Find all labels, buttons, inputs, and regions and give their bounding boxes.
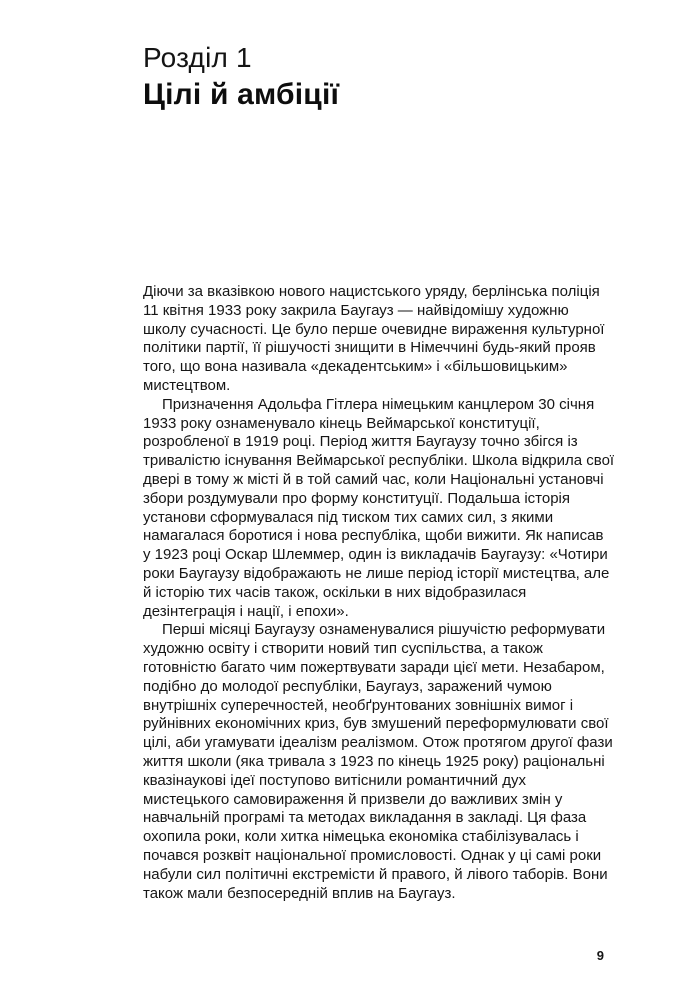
page-number: 9 <box>596 948 604 963</box>
paragraph-3: Перші місяці Баугаузу ознаменувалися рішучістю реформувати художню освіту і створити новий тип суспільства, а також готовністю багато чим пожертвувати заради цієї мети. Незабаром, подібно до молодої республіки, Баугауз, заражений чумою внутрішніх суперечностей, необґрунтованих зовнішніх вимог і руйнівних економічних криз, був змушений переформулювати свої цілі, аби угамувати ідеалізм реалізмом. Отож протягом другої фази життя школи (яка тривала з 1923 по кінець 1925 року) раціональні квазінаукові ідеї поступово витіснили романтичний дух мистецького самовираження й призвели до важливих змін у навчальній програмі та методах викладання в закладі. Ця фаза охопила роки, коли хитка німецька економіка стабілізувалась і почався розквіт національної промисловості. Однак у ці самі роки набули сил політичні екстремісти й правого, й лівого таборів. Вони також мали безпосередній вплив на Баугауз. <box>143 621 613 902</box>
chapter-header <box>143 40 613 113</box>
body-text <box>143 283 615 903</box>
paragraph-2: Призначення Адольфа Гітлера німецьким канцлером 30 січня 1933 року ознаменувало кінець Веймарської конституції, розробленої в 1919 році. Період життя Баугаузу точно збігся із тривалістю існування Веймарської республіки. Школа відкрила свої двері в тому ж місті й в той самий час, коли Національні установчі збори роздумували про форму конституції. Подальша історія установи сформувалася під тиском тих самих сил, з якими намагалася боротися і нова республіка, щоби вижити. Як написав у 1923 році Оскар Шлеммер, один із викладачів Баугаузу: «Чотири роки Баугаузу відображають не лише період історії мистецтва, але й історію тих часів також, оскільки в них відобразилася дезінтеграція і нації, і епохи». <box>143 395 615 620</box>
paragraph-1: Діючи за вказівкою нового нацистського уряду, берлінська поліція 11 квітня 1933 року закрила Баугауз — найвідомішу художню школу сучасності. Це було перше очевидне вираження культурної політики партії, її рішучості знищити в Німеччині будь-який прояв того, що вона називала «декадентським» і «більшовицьким» мистецтвом. <box>143 283 605 394</box>
chapter-label: Розділ 1 <box>143 42 252 73</box>
chapter-title: Цілі й амбіції <box>143 78 340 111</box>
